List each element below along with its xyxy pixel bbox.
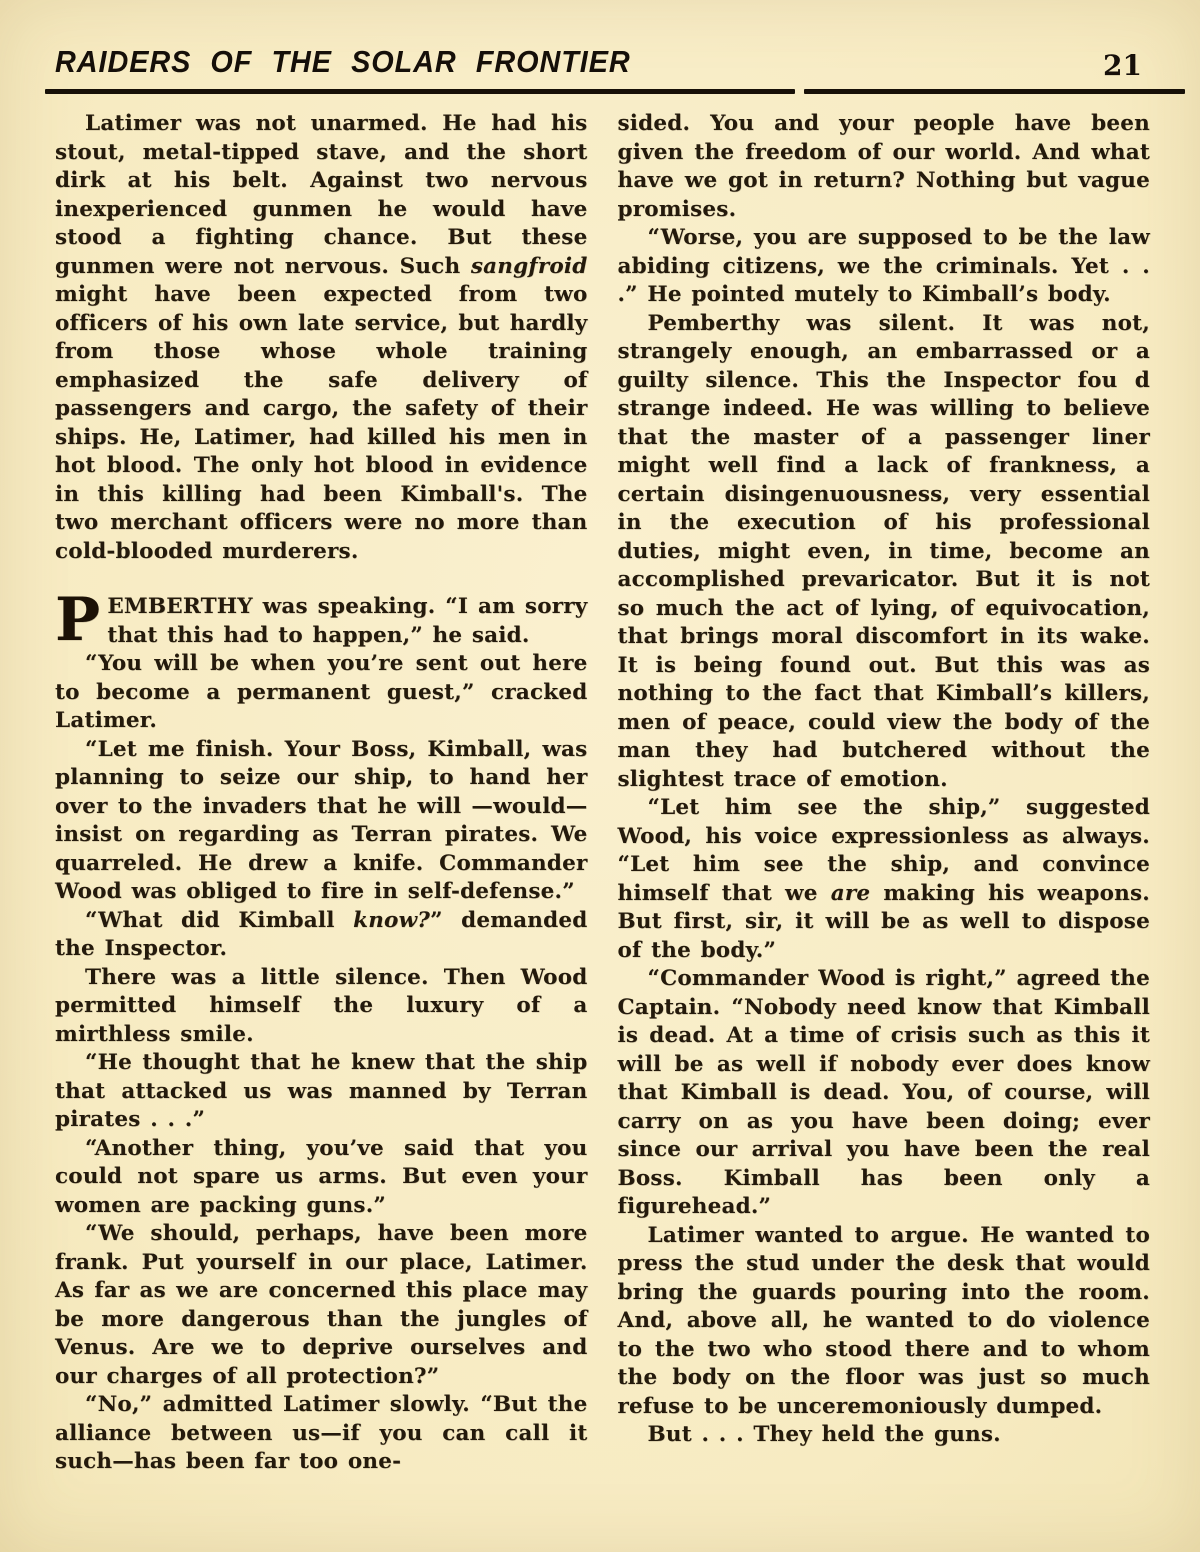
paragraph [618, 794, 1151, 965]
paragraph [55, 964, 588, 1050]
header-rule-right-segment [804, 89, 1185, 94]
paragraph [618, 110, 1151, 224]
paragraph [55, 1391, 588, 1477]
header-rule-left-segment [45, 89, 795, 94]
text-segment: “He thought that he knew that the ship that attacked us was manned by Terran pirates . . .” [55, 1050, 588, 1132]
italic-text: are [830, 880, 871, 906]
body-text [0, 94, 1200, 1477]
paragraph [55, 1049, 588, 1135]
paragraph [55, 1220, 588, 1391]
text-segment: There was a little silence. Then Wood permitted himself the luxury of a mirthless smile. [55, 964, 588, 1047]
paragraph [55, 585, 588, 655]
italic-text: sangfroid [470, 253, 588, 279]
paragraph [55, 736, 588, 907]
page-header [0, 0, 1200, 80]
text-segment: might have been expected from two officers of his own late service, but hardly from those whose whole training emphasized the safe delivery of passengers and cargo, the safety of their ships. He, Latimer, had killed his men in hot blood. The only hot blood in evidence in this killing had been Kimball's. The two merchant officers were no more than cold-blooded murderers. [55, 282, 588, 564]
paragraph [618, 1421, 1151, 1450]
text-segment: “Another thing, you’ve said that you could not spare us arms. But even your women are packing guns.” [55, 1135, 588, 1218]
paragraph [55, 650, 588, 736]
text-segment: ” demanded the Inspector. [55, 907, 588, 961]
italic-text: know? [353, 907, 431, 933]
text-segment: “No,” admitted Latimer slowly. “But the alliance between us—if you can call it such—has been far too one- [55, 1392, 588, 1474]
text-segment: “Worse, you are supposed to be the law abiding citizens, we the criminals. Yet . . .” He pointed mutely to Kimball’s body. [617, 225, 1150, 307]
header-rule [45, 89, 1185, 94]
text-segment: making his weapons. But first, sir, it will be as well to dispose of the body.” [617, 880, 1150, 963]
text-segment: “Commander Wood is right,” agreed the Captain. “Nobody need know that Kimball is dead. At a time of crisis such as this it will be as well if nobody ever does know that Kimball is dead. You, of course, will carry on as you have been doing; ever since our arrival you have been the real Boss. Kimball has been only a figurehead.” [617, 966, 1150, 1219]
text-segment: “What did Kimball [85, 907, 354, 933]
text-segment: “Let me finish. Your Boss, Kimball, was planning to seize our ship, to hand her over to the invaders that he will —would—insist on regarding as Terran pirates. We quarreled. He drew a knife. Commander Wood was obliged to fire in self-defense.” [55, 736, 588, 904]
text-segment: “Let him see the ship,” suggested Wood, his voice expressionless as always. “Let him see the ship, and convince himself that we [617, 795, 1150, 906]
text-segment: sided. You and your people have been given the freedom of our world. And what have we got in return? Nothing but vague promises. [617, 111, 1150, 222]
paragraph [618, 965, 1151, 1222]
left-column [55, 110, 588, 1477]
right-column [618, 110, 1151, 1477]
text-segment: But . . . They held the guns. [647, 1422, 1001, 1447]
page-number: 21 [1103, 49, 1142, 82]
paragraph [55, 907, 588, 964]
text-segment: Pemberthy was silent. It was not, strangely enough, an embarrassed or a guilty silence. This the Inspector fou d strange indeed. He was willing to believe that the master of a passenger liner might well find a lack of frankness, a certain disingenuousness, very essential in the execution of his professional duties, might even, in time, become an accomplished prevaricator. But it is not so much the act of lying, of equivocation, that brings moral discomfort in its wake. It is being found out. But this was as nothing to the fact that Kimball’s killers, men of peace, could view the body of the man they had butchered without the slightest trace of emotion. [617, 310, 1150, 792]
text-segment: “We should, perhaps, have been more frank. Put yourself in our place, Latimer. As far as we are concerned this place may be more dangerous than the jungles of Venus. Are we to deprive ourselves and our charges of all protection?” [55, 1221, 588, 1389]
paragraph [618, 224, 1151, 310]
text-segment: Latimer wanted to argue. He wanted to press the stud under the desk that would bring the guards pouring into the room. And, above all, he wanted to do violence to the two who stood there and to whom the body on the floor was just so much refuse to be unceremoniously dumped. [617, 1222, 1150, 1419]
text-segment: Latimer was not unarmed. He had his stout, metal-tipped stave, and the short dirk at his belt. Against two nervous inexperienced gunmen he would have stood a fighting chance. But these gunmen were not nervous. Such [55, 111, 588, 279]
text-segment: “You will be when you’re sent out here to become a permanent guest,” cracked Latimer. [55, 651, 588, 733]
running-title: RAIDERS OF THE SOLAR FRONTIER [55, 44, 631, 79]
paragraph [55, 1135, 588, 1221]
paragraph [618, 1222, 1151, 1422]
paragraph [55, 110, 588, 566]
text-segment: EMBERTHY was speaking. “I am sorry that this had to happen,” he said. [107, 594, 588, 648]
drop-cap: P [55, 585, 101, 655]
paragraph [618, 310, 1151, 795]
